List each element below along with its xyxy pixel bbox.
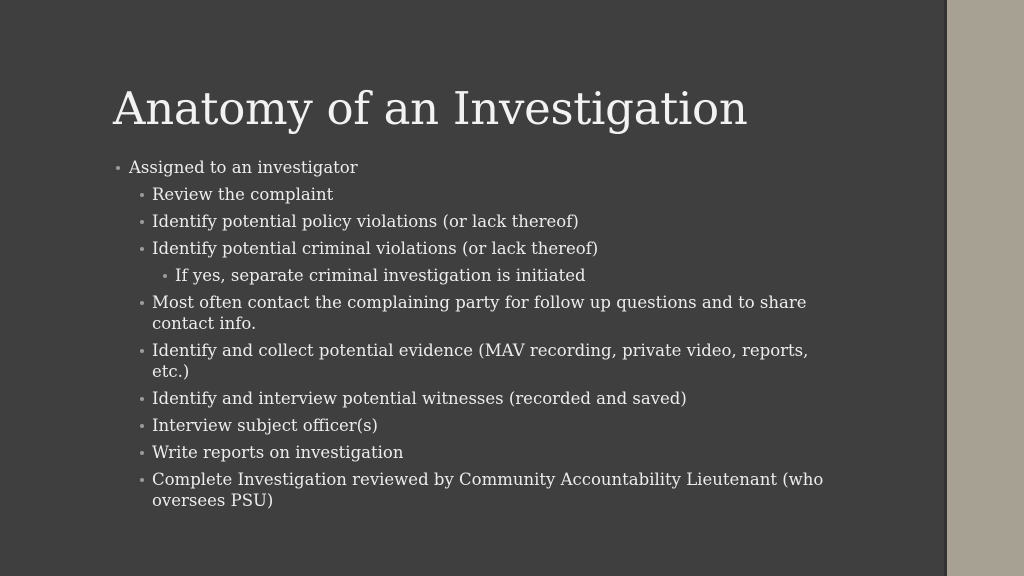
bullet-item: Interview subject officer(s) [113, 415, 833, 436]
bullet-item: Most often contact the complaining party for follow up questions and to share contact info. [113, 292, 833, 334]
slide-title: Anatomy of an Investigation [113, 82, 748, 135]
bullet-item: Assigned to an investigator [113, 157, 833, 178]
bullet-item: Identify and collect potential evidence (MAV recording, private video, reports, etc.) [113, 340, 833, 382]
bullet-list [113, 157, 833, 517]
bullet-item: Write reports on investigation [113, 442, 833, 463]
bullet-item: Review the complaint [113, 184, 833, 205]
bullet-item: Complete Investigation reviewed by Community Accountability Lieutenant (who oversees PSU) [113, 469, 833, 511]
side-band [947, 0, 1024, 576]
bullet-item: Identify potential criminal violations (or lack thereof) [113, 238, 833, 259]
bullet-item: Identify and interview potential witnesses (recorded and saved) [113, 388, 833, 409]
bullet-item: Identify potential policy violations (or lack thereof) [113, 211, 833, 232]
bullet-item: If yes, separate criminal investigation is initiated [113, 265, 833, 286]
